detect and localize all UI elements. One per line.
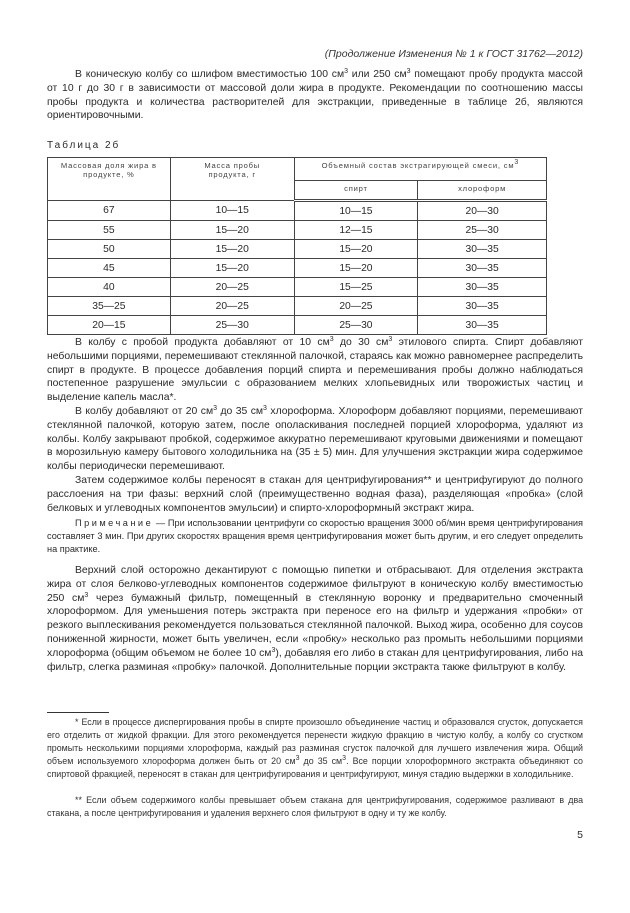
- note-label: Примечание: [75, 518, 154, 528]
- running-header: (Продолжение Изменения № 1 к ГОСТ 31762—2012): [324, 48, 583, 60]
- table-cell: 15—20: [294, 240, 418, 259]
- superscript: 3: [514, 159, 520, 166]
- superscript: 3: [213, 405, 218, 412]
- text: этилового спирта. Спирт добавляют небольшими порциями, перемешивают стеклянной палочкой, стараясь как можно равномернее распределить спирт в продукте. В процессе добавления порций спирта и перемешивания пробы должно наблюдаться постепенное разрушение эмульсии с образованием мелких хлопьевидных или творожистых частиц и выделение капель масла*.: [47, 337, 583, 404]
- table-cell: 67: [48, 201, 171, 221]
- table-row: [48, 278, 547, 297]
- table-cell: 25—30: [418, 221, 547, 240]
- text: ), добавляя его либо в стакан для центрифугирования, либо на фильтр, слегка разминая «пробку» палочкой. Дополнительные порции экстракта также фильтруют в колбу.: [47, 647, 583, 673]
- text: через бумажный фильтр, помещенный в стеклянную воронку и предварительно смоченный хлороформом. Для уменьшения потерь экстракта при переносе его на фильтр и удержания «пробки» от резкого выплескивания рекомендуется пользоваться стеклянной палочкой. Выход жира, особенно для соусов пониженной жирности, может быть увеличен, если «пробку» несколько раз промыть небольшими порциями хлороформа (общим объемом не более 10 см: [47, 592, 584, 659]
- superscript: 3: [263, 405, 267, 412]
- table-cell: 30—35: [418, 278, 547, 297]
- text: Верхний слой осторожно декантируют с помощью пипетки и отбрасывают. Для отделения экстракта жира от слоя белково-углеводных компонентов содержимое фильтруют в коническую колбу вместимостью 250 см: [47, 565, 583, 604]
- table-cell: 15—20: [294, 259, 418, 278]
- table-2b: [47, 157, 547, 335]
- table-cell: 50: [48, 240, 171, 259]
- header-fat-fraction: Массовая доля жира в продукте, %: [48, 158, 171, 201]
- table-cell: 20—25: [170, 297, 294, 316]
- table-row: [48, 240, 547, 259]
- note: [47, 517, 583, 556]
- table-row: [48, 221, 547, 240]
- table-cell: 25—30: [170, 316, 294, 335]
- header-sample-mass: Масса пробы продукта, г: [170, 158, 294, 201]
- text: хлороформа. Хлороформ добавляют порциями, перемешивают стеклянной палочкой, которую затем, после ополаскивания последней порцией хлороформа, удаляют из колбы. Колбу закрывают пробкой, содержимое аккуратно перемешивают круговыми движениями и помещают в морозильную камеру бытового холодильника на (35 ± 5) мин. Для улучшения экстракции жира содержимое колбы периодически перемешивают.: [47, 406, 583, 473]
- footnote-separator: [47, 712, 109, 713]
- text: В коническую колбу со шлифом вместимостью 100 см: [75, 69, 345, 80]
- text: до 35 см: [217, 406, 264, 417]
- table-cell: 12—15: [294, 221, 418, 240]
- superscript: 3: [329, 336, 334, 343]
- superscript: 3: [271, 646, 276, 654]
- table-row: [48, 259, 547, 278]
- table-cell: 20—25: [294, 297, 418, 316]
- paragraph-filtration: [47, 564, 583, 674]
- paragraph-sample-placement: [47, 68, 583, 123]
- superscript: 3: [342, 755, 347, 762]
- table-cell: 20—30: [418, 201, 547, 221]
- superscript: 3: [406, 68, 411, 75]
- header-alcohol: спирт: [294, 181, 418, 201]
- table-cell: 30—35: [418, 240, 547, 259]
- table-row: [48, 297, 547, 316]
- superscript: 3: [388, 336, 393, 343]
- table-cell: 10—15: [170, 201, 294, 221]
- table-cell: 40: [48, 278, 171, 297]
- text: до 35 см: [299, 756, 343, 766]
- table-cell: 25—30: [294, 316, 418, 335]
- footnote-2: ** Если объем содержимого колбы превышает объем стакана для центрифугирования, содержимое разливают в два стакана, а после центрифугирования и удаления верхнего слоя фильтруют в одну и ту же колбу.: [47, 795, 583, 818]
- table-row: [48, 316, 547, 335]
- text: до 30 см: [333, 337, 389, 348]
- table-cell: 20—25: [170, 278, 294, 297]
- table-cell: 15—25: [294, 278, 418, 297]
- table-cell: 55: [48, 221, 171, 240]
- paragraph-centrifuge: Затем содержимое колбы переносят в стакан для центрифугирования** и центрифугируют до полного расслоения на три фазы: верхний слой (преимущественно водная фаза), разделяющая «пробка» (слой белковых и углеводных компонентов эмульсии) и спирто-хлороформный экстракт жира.: [47, 475, 583, 514]
- note-text: — При использовании центрифуги со скоростью вращения 3000 об/мин время центрифугирования составляет 3 мин. При других скоростях вращения время центрифугирования может быть другим, и его следует определить на практике.: [47, 518, 583, 554]
- table-row: [48, 201, 547, 221]
- text: . Все порции хлороформного экстракта объединяют со спиртовой фракцией, переносят в стакан для центрифугирования и центрифугируют, минуя стадию выдержки в холодильнике.: [47, 756, 583, 779]
- footnote-1: [47, 716, 583, 781]
- text: помещают пробу продукта массой от 10 г до 30 г в зависимости от массовой доли жира в продукте. Рекомендации по соотношению массы пробы продукта и количества растворителей для экстракции, приведенные в таблице 2б, являются ориентировочными.: [47, 69, 583, 122]
- table-cell: 45: [48, 259, 171, 278]
- table-cell: 30—35: [418, 316, 547, 335]
- text: Объемный состав экстрагирующей смеси, см: [321, 161, 515, 170]
- text: В колбу добавляют от 20 см: [75, 406, 214, 417]
- table-cell: 15—20: [170, 221, 294, 240]
- superscript: 3: [344, 68, 348, 75]
- superscript: 3: [295, 755, 300, 762]
- text: или 250 см: [348, 69, 407, 80]
- header-chloroform: хлороформ: [418, 181, 547, 201]
- table-caption: Таблица 2б: [47, 140, 121, 151]
- table-cell: 30—35: [418, 259, 547, 278]
- paragraph-chloroform: [47, 405, 583, 474]
- table-cell: 15—20: [170, 240, 294, 259]
- table-cell: 10—15: [294, 201, 418, 221]
- superscript: 3: [84, 591, 89, 599]
- paragraph-alcohol: [47, 336, 583, 405]
- table-cell: 20—15: [48, 316, 171, 335]
- header-extraction-mix: [294, 158, 546, 181]
- text: * Если в процессе диспергирования пробы в спирте произошло объединение частиц и образовался сгусток, допускается его отделить от жидкой фракции. Для этого рекомендуется перенести жидкую фракцию в чистую колбу, а колбу со сгустком промыть несколькими порциями хлороформа, каждый раз разминая сгусток палочкой для лучшего извлечения жира. Общий объем используемого хлороформа должен быть от 20 см: [47, 717, 583, 766]
- table-cell: 30—35: [418, 297, 547, 316]
- page-number: 5: [577, 829, 583, 841]
- table-cell: 15—20: [170, 259, 294, 278]
- text: В колбу с пробой продукта добавляют от 10 см: [75, 337, 330, 348]
- table-cell: 35—25: [48, 297, 171, 316]
